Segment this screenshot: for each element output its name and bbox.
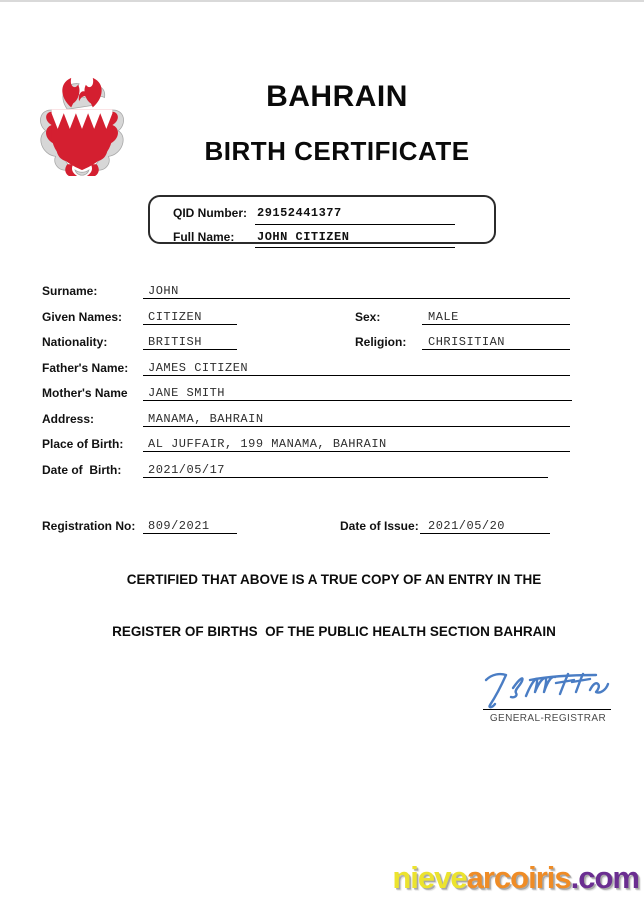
watermark-part-1: nieve — [392, 860, 467, 895]
surname-value: JOHN — [148, 284, 179, 298]
nationality-underline — [143, 349, 237, 350]
registration-no-label: Registration No: — [42, 519, 136, 533]
top-divider — [0, 0, 644, 2]
mothers-name-value: JANE SMITH — [148, 386, 226, 400]
registration-no-value: 809/2021 — [148, 519, 210, 533]
address-value: MANAMA, BAHRAIN — [148, 412, 264, 426]
sex-underline — [422, 324, 570, 325]
qid-number-underline — [255, 224, 455, 225]
religion-label: Religion: — [355, 335, 407, 349]
place-of-birth-value: AL JUFFAIR, 199 MANAMA, BAHRAIN — [148, 437, 387, 451]
full-name-label: Full Name: — [173, 230, 235, 244]
address-label: Address: — [42, 412, 95, 426]
watermark-part-2: arcoiris — [466, 860, 571, 895]
date-of-birth-value: 2021/05/17 — [148, 463, 226, 477]
registration-no-underline — [143, 533, 237, 534]
place-of-birth-label: Place of Birth: — [42, 437, 124, 451]
given-names-value: CITIZEN — [148, 310, 202, 324]
date-of-issue-underline — [420, 533, 550, 534]
mothers-name-label: Mother's Name — [42, 386, 128, 400]
country-title: BAHRAIN — [266, 80, 408, 113]
registrar-signature-icon — [480, 666, 612, 710]
date-of-issue-label: Date of Issue: — [340, 519, 419, 533]
religion-underline — [422, 349, 570, 350]
date-of-birth-underline — [143, 477, 548, 478]
full-name-underline — [255, 247, 455, 248]
given-names-label: Given Names: — [42, 310, 123, 324]
address-underline — [143, 426, 570, 427]
full-name-value: JOHN CITIZEN — [257, 230, 350, 244]
signature-line — [483, 709, 611, 710]
fathers-name-underline — [143, 375, 570, 376]
given-names-underline — [143, 324, 237, 325]
fathers-name-value: JAMES CITIZEN — [148, 361, 249, 375]
place-of-birth-underline — [143, 451, 570, 452]
document-title: BIRTH CERTIFICATE — [204, 136, 470, 166]
nationality-label: Nationality: — [42, 335, 108, 349]
mothers-name-underline — [143, 400, 572, 401]
sex-value: MALE — [428, 310, 459, 324]
date-of-issue-value: 2021/05/20 — [428, 519, 506, 533]
certification-line-2: REGISTER OF BIRTHS OF THE PUBLIC HEALTH SECTION BAHRAIN — [112, 624, 556, 639]
fathers-name-label: Father's Name: — [42, 361, 129, 375]
watermark-part-3: .com — [570, 860, 639, 895]
sex-label: Sex: — [355, 310, 381, 324]
qid-number-value: 29152441377 — [257, 206, 342, 220]
date-of-birth-label: Date of Birth: — [42, 463, 122, 477]
qid-number-label: QID Number: — [173, 206, 248, 220]
registrar-title: GENERAL-REGISTRAR — [489, 713, 607, 724]
certification-line-1: CERTIFIED THAT ABOVE IS A TRUE COPY OF AN ENTRY IN THE — [126, 572, 542, 587]
nationality-value: BRITISH — [148, 335, 202, 349]
surname-underline — [143, 298, 570, 299]
watermark — [392, 860, 639, 896]
religion-value: CHRISITIAN — [428, 335, 506, 349]
surname-label: Surname: — [42, 284, 98, 298]
